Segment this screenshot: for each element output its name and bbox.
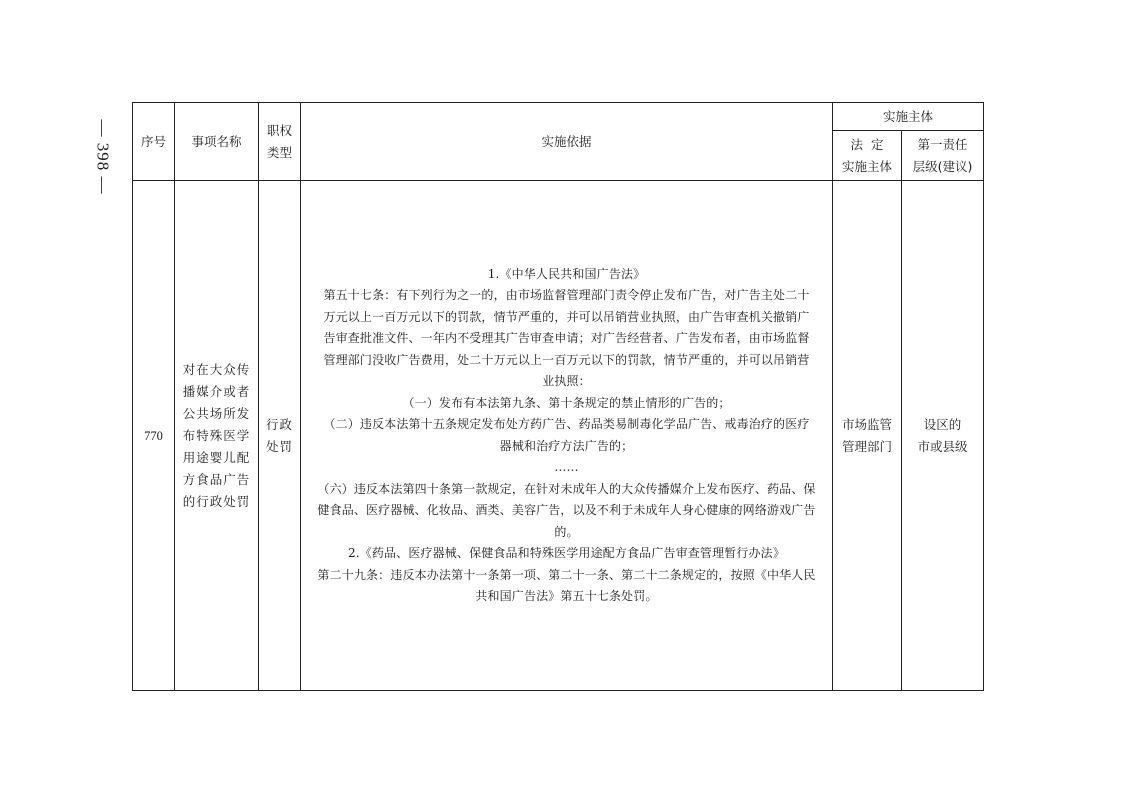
header-subject-group: [833, 103, 984, 131]
item-name-line: 公共场所发: [182, 405, 251, 421]
header-legal-subject-line: 法 定: [850, 136, 884, 152]
row-authority-type: [259, 181, 301, 691]
authority-type-line: 行政: [265, 416, 293, 432]
header-basis-label: 实施依据: [541, 133, 592, 149]
legal-subject-line: 管理部门: [841, 438, 892, 454]
page-number: [82, 112, 122, 202]
basis-line: 第五十七条：有下列行为之一的，由市场监督管理部门责令停止发布广告，对广告主处二十: [323, 288, 810, 302]
header-subject-group-label: 实施主体: [883, 108, 934, 124]
item-name-line: 用途婴儿配: [182, 449, 251, 465]
item-name-line: 对在大众传: [182, 361, 251, 377]
page-number-text: — 398 —: [93, 119, 112, 195]
basis-line: 业执照：: [542, 374, 591, 388]
header-first-responsibility: [902, 131, 984, 181]
basis-line: 共和国广告法》第五十七条处罚。: [475, 589, 658, 603]
header-first-responsibility-line: 层级(建议): [912, 158, 973, 174]
header-seq: [133, 103, 175, 181]
header-basis: [301, 103, 833, 181]
header-legal-subject-line: 实施主体: [841, 158, 892, 174]
item-name-line: 方食品广告: [182, 471, 251, 487]
first-responsibility-line: 市或县级: [917, 438, 968, 454]
basis-line: 万元以上一百万元以下的罚款，情节严重的，并可以吊销营业执照，由广告审查机关撤销广: [323, 309, 810, 324]
row-seq: [133, 181, 175, 691]
row-seq-value: 770: [144, 428, 163, 443]
row-item-name: [175, 181, 259, 691]
header-name-label: 事项名称: [191, 133, 242, 149]
basis-line: ……: [554, 460, 579, 474]
table-row: [133, 181, 984, 691]
item-name-line: 的行政处罚: [182, 493, 251, 509]
basis-line: （一）发布有本法第九条、第十条规定的禁止情形的广告的；: [402, 395, 731, 410]
header-name: [175, 103, 259, 181]
header-legal-subject: [833, 131, 902, 181]
legal-subject-line: 市场监管: [841, 416, 892, 432]
basis-line: 健食品、医疗器械、化妆品、酒类、美容广告，以及不利于未成年人身心健康的网络游戏广告: [317, 503, 816, 517]
item-name-line: 播媒介或者: [182, 383, 251, 399]
basis-line: 告审查批准文件、一年内不受理其广告审查申请；对广告经营者、广告发布者，由市场监督: [323, 331, 810, 345]
header-type-line: 类型: [266, 144, 292, 160]
row-implementation-basis: [301, 181, 833, 691]
header-type-line: 职权: [266, 122, 292, 138]
authority-type-line: 处罚: [265, 438, 293, 454]
header-type: [259, 103, 301, 181]
basis-line: （二）违反本法第十五条规定发布处方药广告、药品类易制毒化学品广告、戒毒治疗的医疗: [323, 417, 810, 431]
authority-table: [132, 102, 984, 691]
header-first-responsibility-line: 第一责任: [917, 136, 968, 152]
basis-line: 器械和治疗方法广告的；: [499, 438, 634, 453]
row-first-responsibility: [902, 181, 984, 691]
header-seq-label: 序号: [140, 133, 166, 149]
basis-line: 第二十九条：违反本办法第十一条第一项、第二十一条、第二十二条规定的，按照《中华人民: [317, 567, 816, 582]
item-name-line: 布特殊医学: [182, 427, 251, 443]
basis-line: 的。: [554, 524, 579, 539]
basis-line: 2.《药品、医疗器械、保健食品和特殊医学用途配方食品广告审查管理暂行办法》: [347, 546, 785, 560]
row-legal-subject: [833, 181, 902, 691]
basis-line: 1.《中华人民共和国广告法》: [487, 266, 646, 281]
basis-line: （六）违反本法第四十条第一款规定，在针对未成年人的大众传播媒介上发布医疗、药品、保: [317, 481, 816, 496]
first-responsibility-line: 设区的: [923, 416, 962, 432]
header-row-1: [133, 103, 984, 131]
basis-line: 管理部门没收广告费用，处二十万元以上一百万元以下的罚款，情节严重的，并可以吊销营: [323, 352, 810, 367]
